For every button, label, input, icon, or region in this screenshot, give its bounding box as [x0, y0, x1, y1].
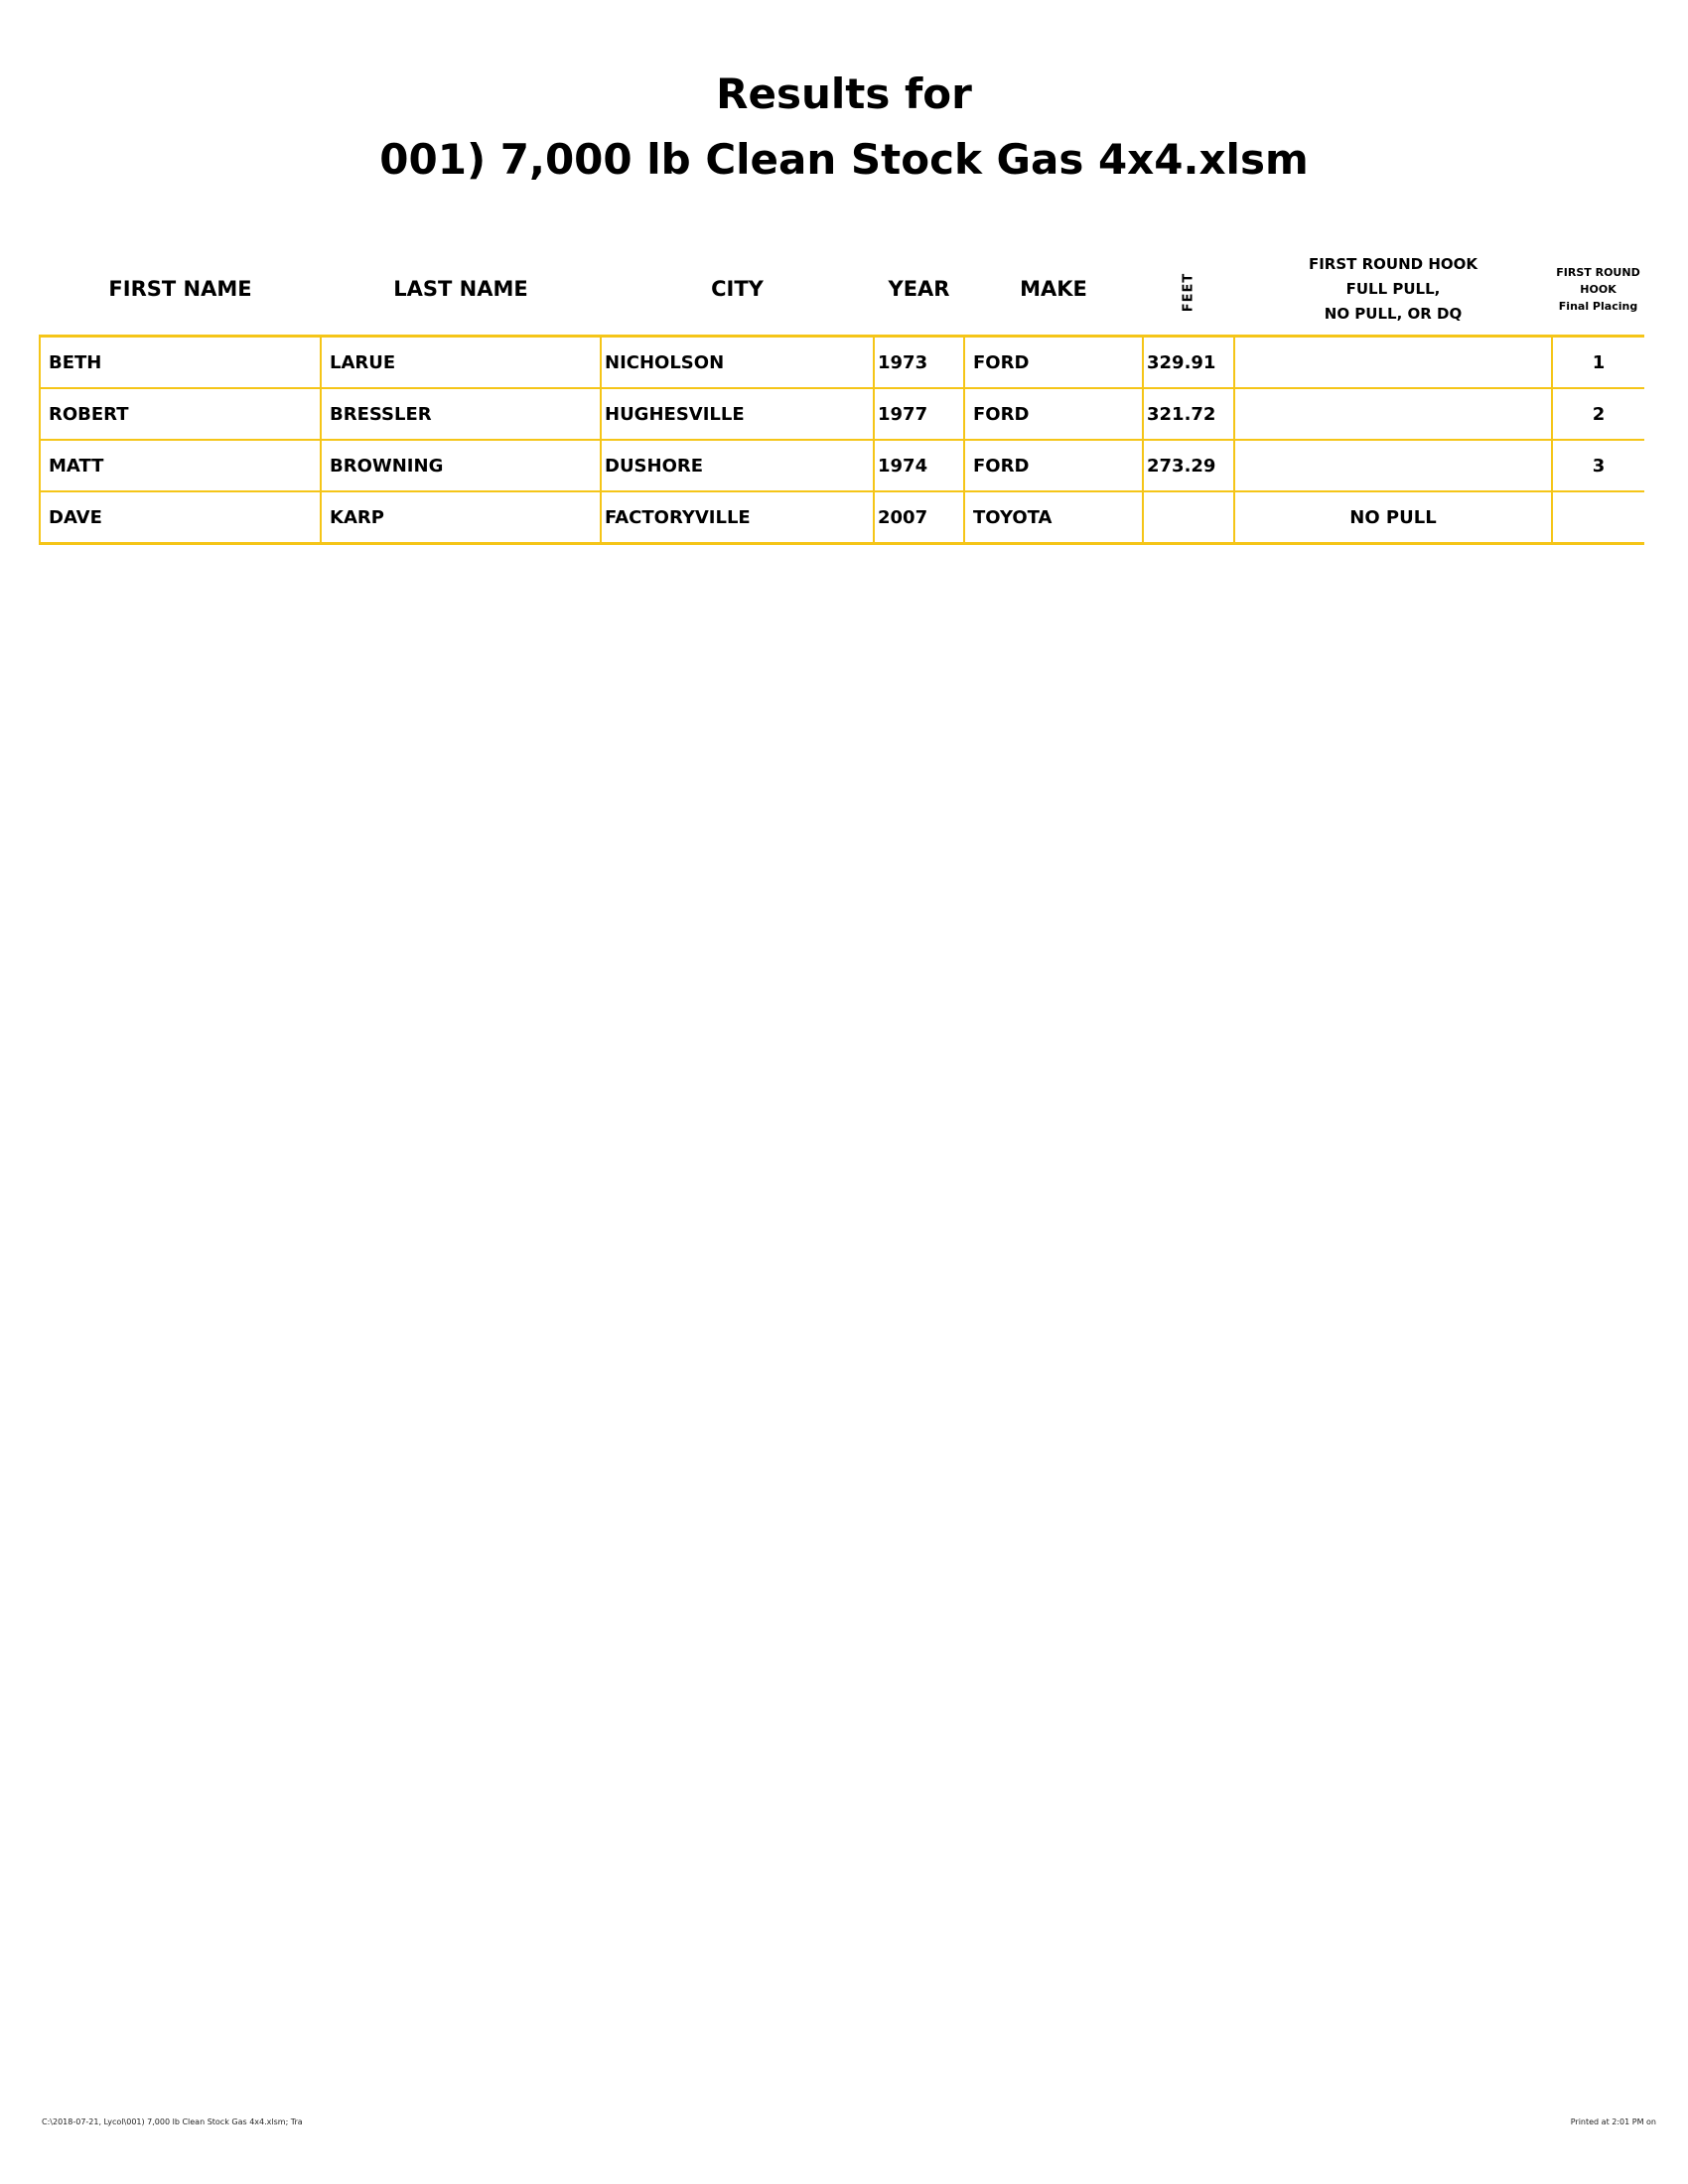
cell-year: 1974 [874, 440, 964, 491]
header-place-line-3: Final Placing [1558, 299, 1638, 313]
header-result-line-3: NO PULL, OR DQ [1324, 304, 1463, 323]
cell-last-name: KARP [321, 491, 601, 544]
table-row [40, 337, 1644, 389]
cell-year: 2007 [874, 491, 964, 544]
cell-year: 1977 [874, 388, 964, 440]
table-row [40, 388, 1644, 440]
cell-first-name: MATT [40, 440, 321, 491]
cell-first-name: ROBERT [40, 388, 321, 440]
cell-feet: 273.29 [1143, 440, 1234, 491]
header-first-round-result [1234, 243, 1552, 337]
cell-city: DUSHORE [601, 440, 874, 491]
title-line-1: Results for [716, 69, 972, 118]
cell-city: FACTORYVILLE [601, 491, 874, 544]
cell-place: 2 [1552, 388, 1644, 440]
table-row [40, 491, 1644, 544]
cell-place: 3 [1552, 440, 1644, 491]
cell-feet: 321.72 [1143, 388, 1234, 440]
cell-last-name: BRESSLER [321, 388, 601, 440]
cell-make: FORD [964, 388, 1143, 440]
title-line-2: 001) 7,000 lb Clean Stock Gas 4x4.xlsm [379, 135, 1309, 184]
cell-make: TOYOTA [964, 491, 1143, 544]
cell-year: 1973 [874, 337, 964, 389]
cell-place: 1 [1552, 337, 1644, 389]
cell-result [1234, 440, 1552, 491]
cell-city: NICHOLSON [601, 337, 874, 389]
cell-first-name: BETH [40, 337, 321, 389]
header-year: YEAR [888, 277, 950, 301]
footer-print-time: Printed at 2:01 PM on [1570, 2117, 1656, 2126]
results-table [39, 243, 1644, 545]
cell-result [1234, 388, 1552, 440]
cell-feet: 329.91 [1143, 337, 1234, 389]
cell-first-name: DAVE [40, 491, 321, 544]
cell-place [1552, 491, 1644, 544]
cell-last-name: BROWNING [321, 440, 601, 491]
cell-make: FORD [964, 440, 1143, 491]
header-last-name: LAST NAME [393, 277, 528, 301]
header-place-line-2: HOOK [1580, 282, 1617, 296]
page-title [0, 62, 1688, 193]
cell-city: HUGHESVILLE [601, 388, 874, 440]
cell-make: FORD [964, 337, 1143, 389]
header-make: MAKE [1020, 277, 1087, 301]
header-city: CITY [711, 277, 764, 301]
footer-file-path: C:\2018-07-21, Lycol\001) 7,000 lb Clean Stock Gas 4x4.xlsm; Tra [42, 2117, 303, 2126]
cell-feet [1143, 491, 1234, 544]
header-feet [1143, 243, 1234, 337]
header-result-line-1: FIRST ROUND HOOK [1308, 254, 1478, 273]
header-first-name: FIRST NAME [108, 277, 252, 301]
cell-last-name: LARUE [321, 337, 601, 389]
table-row [40, 440, 1644, 491]
header-final-placing [1552, 243, 1644, 337]
header-row [40, 243, 1644, 337]
header-feet-label: FEET [1181, 272, 1196, 313]
cell-result: NO PULL [1234, 491, 1552, 544]
cell-result [1234, 337, 1552, 389]
header-place-line-1: FIRST ROUND [1556, 265, 1640, 279]
header-result-line-2: FULL PULL, [1345, 279, 1441, 298]
